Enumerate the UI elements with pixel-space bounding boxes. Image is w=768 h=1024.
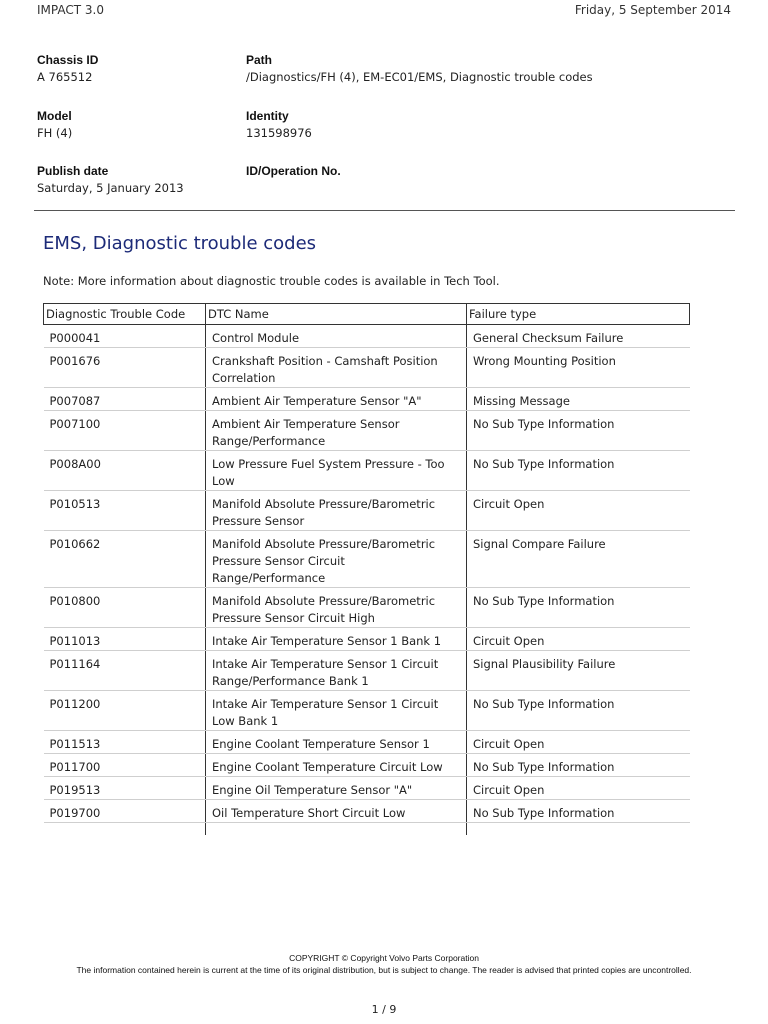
dtc-name-cell: Manifold Absolute Pressure/Barometric Pressure Sensor — [206, 491, 467, 531]
table-row — [44, 800, 690, 823]
failure-type-cell: Circuit Open — [467, 491, 690, 531]
failure-type-cell: No Sub Type Information — [467, 754, 690, 777]
table-row — [44, 628, 690, 651]
dtc-code-cell: P011513 — [44, 731, 206, 754]
table-row — [44, 491, 690, 531]
failure-type-cell: No Sub Type Information — [467, 800, 690, 823]
dtc-code-cell: P011700 — [44, 754, 206, 777]
column-header-failure: Failure type — [467, 304, 690, 325]
dtc-code-cell: P001676 — [44, 348, 206, 388]
table-row — [44, 691, 690, 731]
dtc-code-cell: P000041 — [44, 325, 206, 348]
header-divider — [34, 210, 735, 211]
table-row — [44, 348, 690, 388]
dtc-name-cell: Ambient Air Temperature Sensor "A" — [206, 388, 467, 411]
operation-no-label: ID/Operation No. — [246, 164, 341, 178]
print-date: Friday, 5 September 2014 — [574, 3, 731, 17]
table-row — [44, 777, 690, 800]
failure-type-cell: No Sub Type Information — [467, 691, 690, 731]
column-header-name: DTC Name — [206, 304, 467, 325]
failure-type-cell: Signal Plausibility Failure — [467, 651, 690, 691]
table-row — [44, 651, 690, 691]
dtc-name-cell: Control Module — [206, 325, 467, 348]
failure-type-cell: No Sub Type Information — [467, 411, 690, 451]
dtc-code-cell: P008A00 — [44, 451, 206, 491]
dtc-name-cell: Crankshaft Position - Camshaft Position Correlation — [206, 348, 467, 388]
dtc-name-cell: Intake Air Temperature Sensor 1 Bank 1 — [206, 628, 467, 651]
dtc-code-cell: P010800 — [44, 588, 206, 628]
table-row — [44, 411, 690, 451]
dtc-code-cell: P011164 — [44, 651, 206, 691]
dtc-name-cell: Engine Coolant Temperature Circuit Low — [206, 754, 467, 777]
table-row — [44, 754, 690, 777]
path-label: Path — [246, 53, 273, 67]
column-header-code: Diagnostic Trouble Code — [44, 304, 206, 325]
note-text: Note: More information about diagnostic trouble codes is available in Tech Tool. — [43, 274, 500, 288]
table-row — [44, 325, 690, 348]
copyright-text: COPYRIGHT © Copyright Volvo Parts Corporation — [289, 953, 479, 963]
identity-label: Identity — [246, 109, 289, 123]
dtc-code-cell: P007100 — [44, 411, 206, 451]
table-row — [44, 731, 690, 754]
failure-type-cell: Signal Compare Failure — [467, 531, 690, 588]
table-row — [44, 588, 690, 628]
dtc-code-cell: P019513 — [44, 777, 206, 800]
dtc-name-cell: Ambient Air Temperature Sensor Range/Performance — [206, 411, 467, 451]
failure-type-cell: General Checksum Failure — [467, 325, 690, 348]
chassis-id-value: A 765512 — [37, 70, 93, 84]
publish-date-value: Saturday, 5 January 2013 — [37, 181, 184, 195]
model-label: Model — [37, 109, 72, 123]
page-number: 1 / 9 — [371, 1003, 397, 1016]
dtc-name-cell: Oil Temperature Short Circuit Low — [206, 800, 467, 823]
dtc-name-cell: Manifold Absolute Pressure/Barometric Pressure Sensor Circuit High — [206, 588, 467, 628]
dtc-code-cell: P010513 — [44, 491, 206, 531]
dtc-code-cell: P019700 — [44, 800, 206, 823]
disclaimer-text: The information contained herein is current at the time of its original distribution, but is subject to change. The reader is advised that printed copies are uncontrolled. — [76, 965, 692, 975]
table-header-row — [44, 304, 690, 325]
dtc-name-cell: Intake Air Temperature Sensor 1 Circuit Range/Performance Bank 1 — [206, 651, 467, 691]
publish-date-label: Publish date — [37, 164, 109, 178]
dtc-name-cell: Low Pressure Fuel System Pressure - Too Low — [206, 451, 467, 491]
table-continuation — [44, 823, 690, 836]
dtc-name-cell: Manifold Absolute Pressure/Barometric Pressure Sensor Circuit Range/Performance — [206, 531, 467, 588]
failure-type-cell: No Sub Type Information — [467, 451, 690, 491]
path-value: /Diagnostics/FH (4), EM-EC01/EMS, Diagnostic trouble codes — [246, 70, 593, 84]
identity-value: 131598976 — [246, 126, 312, 140]
failure-type-cell: Wrong Mounting Position — [467, 348, 690, 388]
page-title: EMS, Diagnostic trouble codes — [43, 233, 317, 254]
dtc-code-cell: P010662 — [44, 531, 206, 588]
failure-type-cell: Circuit Open — [467, 731, 690, 754]
dtc-name-cell: Intake Air Temperature Sensor 1 Circuit Low Bank 1 — [206, 691, 467, 731]
dtc-code-cell: P007087 — [44, 388, 206, 411]
app-name: IMPACT 3.0 — [37, 3, 104, 17]
model-value: FH (4) — [37, 126, 73, 140]
dtc-table — [43, 303, 690, 835]
dtc-code-cell: P011200 — [44, 691, 206, 731]
dtc-name-cell: Engine Oil Temperature Sensor "A" — [206, 777, 467, 800]
chassis-id-label: Chassis ID — [37, 53, 99, 67]
failure-type-cell: Circuit Open — [467, 628, 690, 651]
failure-type-cell: No Sub Type Information — [467, 588, 690, 628]
table-row — [44, 531, 690, 588]
dtc-name-cell: Engine Coolant Temperature Sensor 1 — [206, 731, 467, 754]
table-row — [44, 451, 690, 491]
failure-type-cell: Missing Message — [467, 388, 690, 411]
dtc-code-cell: P011013 — [44, 628, 206, 651]
failure-type-cell: Circuit Open — [467, 777, 690, 800]
table-row — [44, 388, 690, 411]
